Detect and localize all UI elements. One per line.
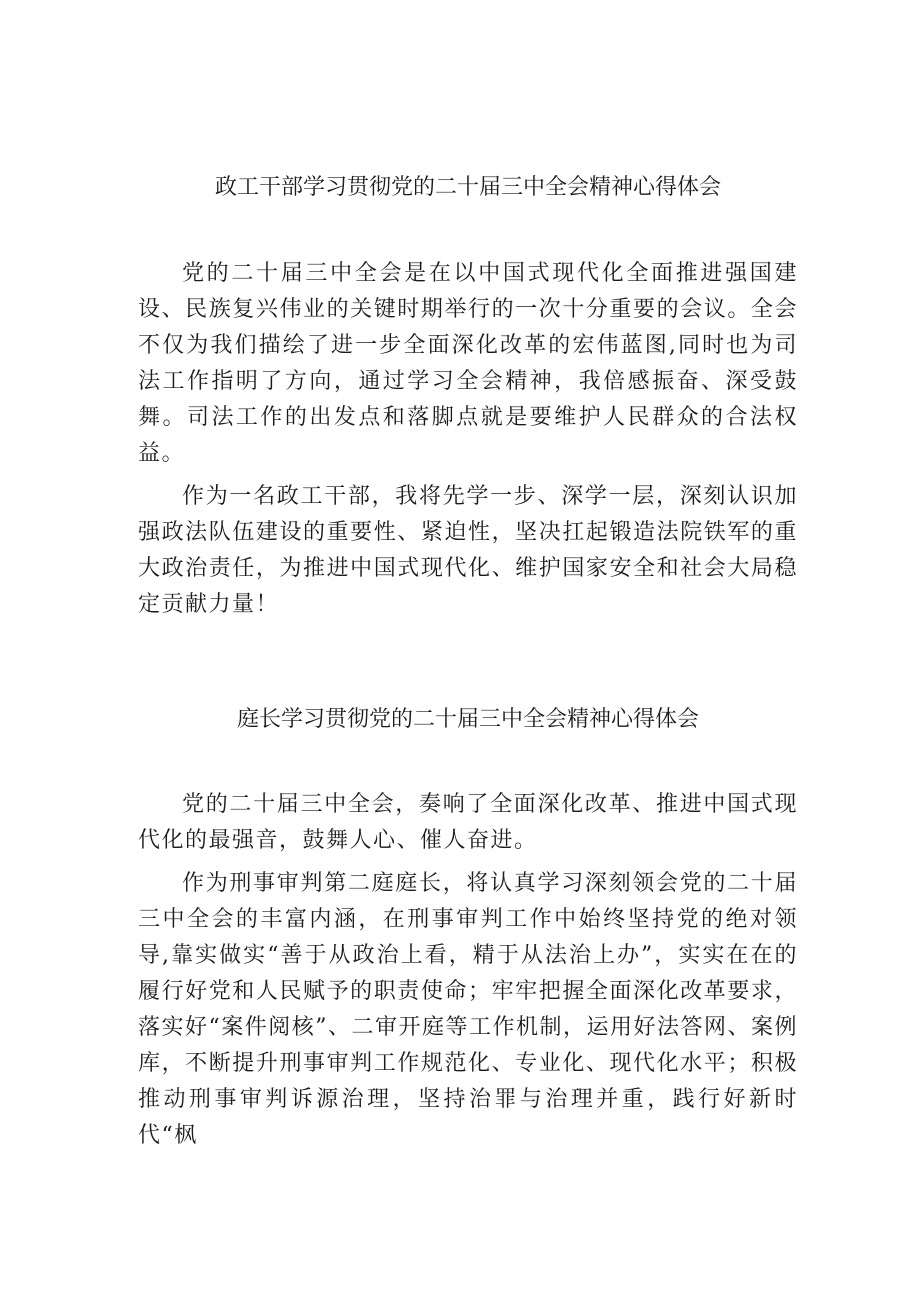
- paragraph: 作为一名政工干部，我将先学一步、深学一层，深刻认识加强政法队伍建设的重要性、紧迫性，坚决扛起锻造法院铁军的重大政治责任，为推进中国式现代化、维护国家安全和社会大局稳定贡献力量！: [138, 484, 798, 617]
- paragraph: 党的二十届三中全会是在以中国式现代化全面推进强国建设、民族复兴伟业的关键时期举行的一次十分重要的会议。全会不仅为我们描绘了进一步全面深化改革的宏伟蓝图,同时也为司法工作指明了方向，通过学习全会精神，我倍感振奋、深受鼓舞。司法工作的出发点和落脚点就是要维护人民群众的合法权益。: [138, 261, 798, 466]
- paragraph: 党的二十届三中全会，奏响了全面深化改革、推进中国式现代化的最强音，鼓舞人心、催人奋进。: [138, 792, 798, 853]
- paragraph: 作为刑事审判第二庭庭长，将认真学习深刻领会党的二十届三中全会的丰富内涵，在刑事审判工作中始终坚持党的绝对领导,靠实做实“善于从政治上看，精于从法治上办”，实实在在的履行好党和人民赋予的职责使命；牢牢把握全面深化改革要求，落实好“案件阅核”、二审开庭等工作机制，运用好法答网、案例库，不断提升刑事审判工作规范化、专业化、现代化水平；积极推动刑事审判诉源治理，坚持治罪与治理并重，践行好新时代“枫: [138, 871, 798, 1148]
- article-title: 庭长学习贯彻党的二十届三中全会精神心得体会: [236, 707, 699, 732]
- article-body: [138, 256, 798, 623]
- article-body: [138, 787, 798, 1154]
- article-title: 政工干部学习贯彻党的二十届三中全会精神心得体会: [214, 175, 721, 200]
